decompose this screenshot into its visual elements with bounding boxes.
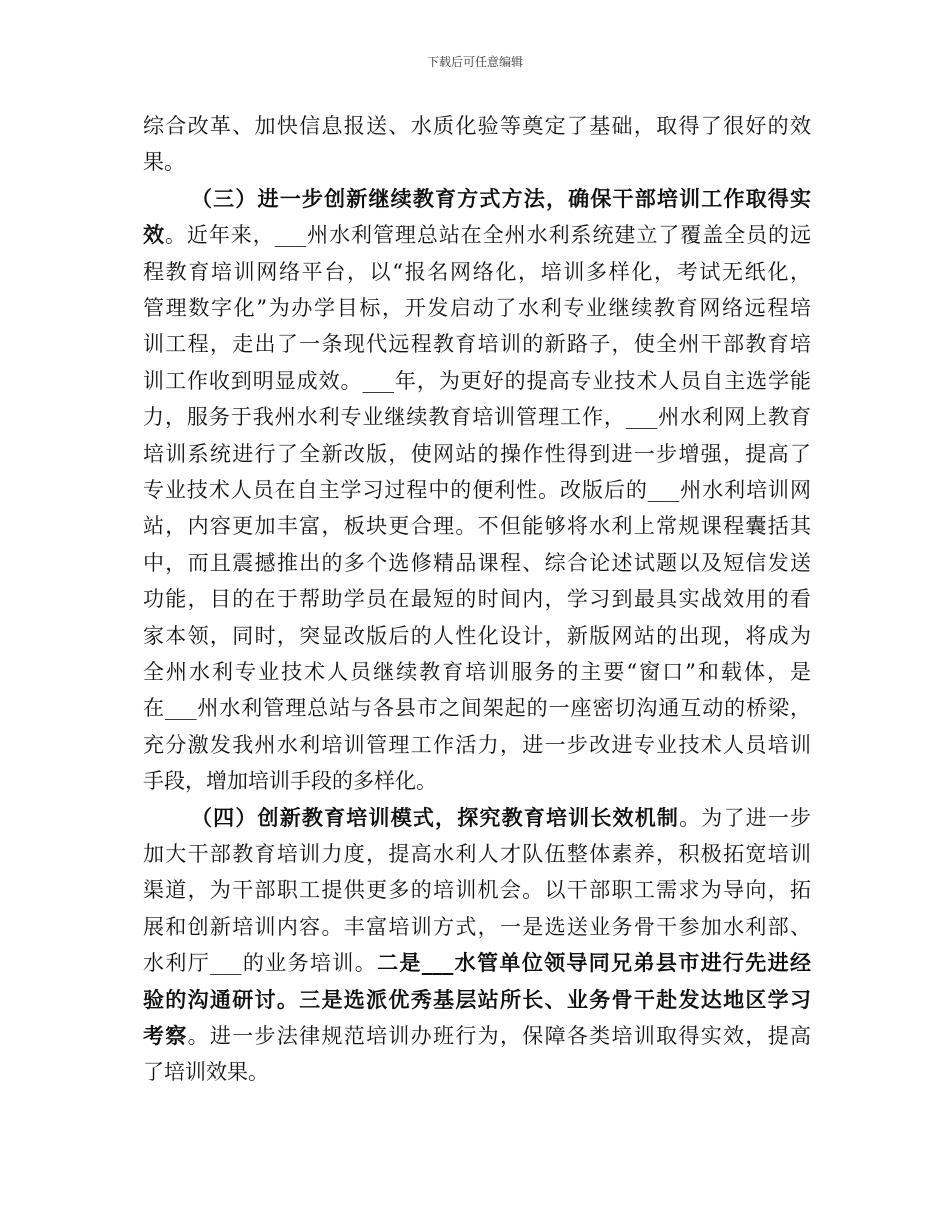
body-text: 在___州水利管理总站与各县市之间架起的一座密切沟通互动的桥梁， xyxy=(143,696,811,721)
text-line xyxy=(143,947,811,979)
bold-text: 考察 xyxy=(143,1023,188,1048)
text-line xyxy=(143,729,811,761)
body-text: 。为了进一步 xyxy=(679,805,812,830)
text-line xyxy=(191,183,811,215)
body-text: 管理数字化”为办学目标，开发启动了水利专业继续教育网络远程培 xyxy=(143,296,811,320)
text-line xyxy=(143,401,811,433)
body-text: 专业技术人员在自主学习过程中的便利性。改版后的___州水利培训网 xyxy=(143,478,811,502)
body-text: 加大干部教育培训力度，提高水利人才队伍整体素养，积极拓宽培训 xyxy=(143,842,811,866)
text-line xyxy=(143,583,811,615)
body-text: 站，内容更加丰富，板块更合理。不但能够将水利上常规课程囊括其 xyxy=(143,514,811,539)
body-text: 训工作收到明显成效。___年，为更好的提高专业技术人员自主选学能 xyxy=(143,368,811,393)
bold-text: （四）创新教育培训模式，探究教育培训长效机制 xyxy=(191,804,680,830)
body-text: 训工程，走出了一条现代远程教育培训的新路子，使全州干部教育培 xyxy=(143,332,811,357)
body-text: 力，服务于我州水利专业继续教育培训管理工作，___州水利网上教育 xyxy=(143,405,811,430)
body-text: 了培训效果。 xyxy=(143,1060,269,1085)
text-line xyxy=(143,474,811,506)
text-line xyxy=(143,838,811,870)
text-line xyxy=(143,292,811,324)
body-text: 全州水利专业技术人员继续教育培训服务的主要“窗口”和载体，是 xyxy=(143,660,811,684)
text-line xyxy=(143,365,811,397)
text-line xyxy=(143,547,811,579)
text-line xyxy=(143,911,811,943)
bold-text: （三）进一步创新继续教育方式方法，确保干部培训工作取得实 xyxy=(191,185,811,211)
body-text: 渠道，为干部职工提供更多的培训机会。以干部职工需求为导向，拓 xyxy=(143,878,811,903)
text-line xyxy=(143,328,811,360)
body-text: 手段，增加培训手段的多样化。 xyxy=(143,769,437,794)
body-text: 水利厅___的业务培训。 xyxy=(143,951,378,976)
bold-text: 二是___水管单位领导同兄弟县市进行先进经 xyxy=(377,950,812,976)
text-line xyxy=(143,510,811,542)
body-text: 综合改革、加快信息报送、水质化验等奠定了基础，取得了很好的效 xyxy=(143,114,811,138)
body-text: 培训系统进行了全新改版，使网站的操作性得到进一步增强，提高了 xyxy=(143,441,811,466)
body-text: 充分激发我州水利培训管理工作活力，进一步改进专业技术人员培训 xyxy=(143,732,811,757)
text-line xyxy=(143,110,811,142)
text-line xyxy=(143,1020,811,1052)
text-line xyxy=(143,146,811,178)
body-text: 展和创新培训内容。丰富培训方式，一是选送业务骨干参加水利部、 xyxy=(143,914,811,939)
page-header: 下载后可任意编辑 xyxy=(426,55,523,69)
body-text: 家本领，同时，突显改版后的人性化设计，新版网站的出现，将成为 xyxy=(143,623,811,648)
text-line xyxy=(143,984,811,1016)
bold-text: 效 xyxy=(143,222,165,248)
text-line xyxy=(143,692,811,724)
text-line xyxy=(143,438,811,470)
body-text: 。近年来，___州水利管理总站在全州水利系统建立了覆盖全员的远 xyxy=(164,223,812,248)
body-text: 功能，目的在于帮助学员在最短的时间内，学习到最具实战效用的看 xyxy=(143,587,811,612)
text-line xyxy=(143,874,811,906)
text-line xyxy=(143,256,811,288)
text-line xyxy=(143,656,811,688)
text-line xyxy=(191,802,811,834)
text-line xyxy=(143,620,811,652)
text-line xyxy=(143,1056,811,1088)
body-text: 。进一步法律规范培训办班行为，保障各类培训取得实效，提高 xyxy=(187,1024,812,1048)
text-line xyxy=(143,765,811,797)
text-line xyxy=(143,219,811,251)
body-text: 果。 xyxy=(143,150,185,175)
body-text: 中，而且震撼推出的多个选修精品课程、综合论述试题以及短信发送 xyxy=(143,550,811,575)
body-text: 程教育培训网络平台，以“报名网络化，培训多样化，考试无纸化， xyxy=(143,259,811,284)
bold-text: 验的沟通研讨。三是选派优秀基层站所长、业务骨干赴发达地区学习 xyxy=(143,986,811,1012)
